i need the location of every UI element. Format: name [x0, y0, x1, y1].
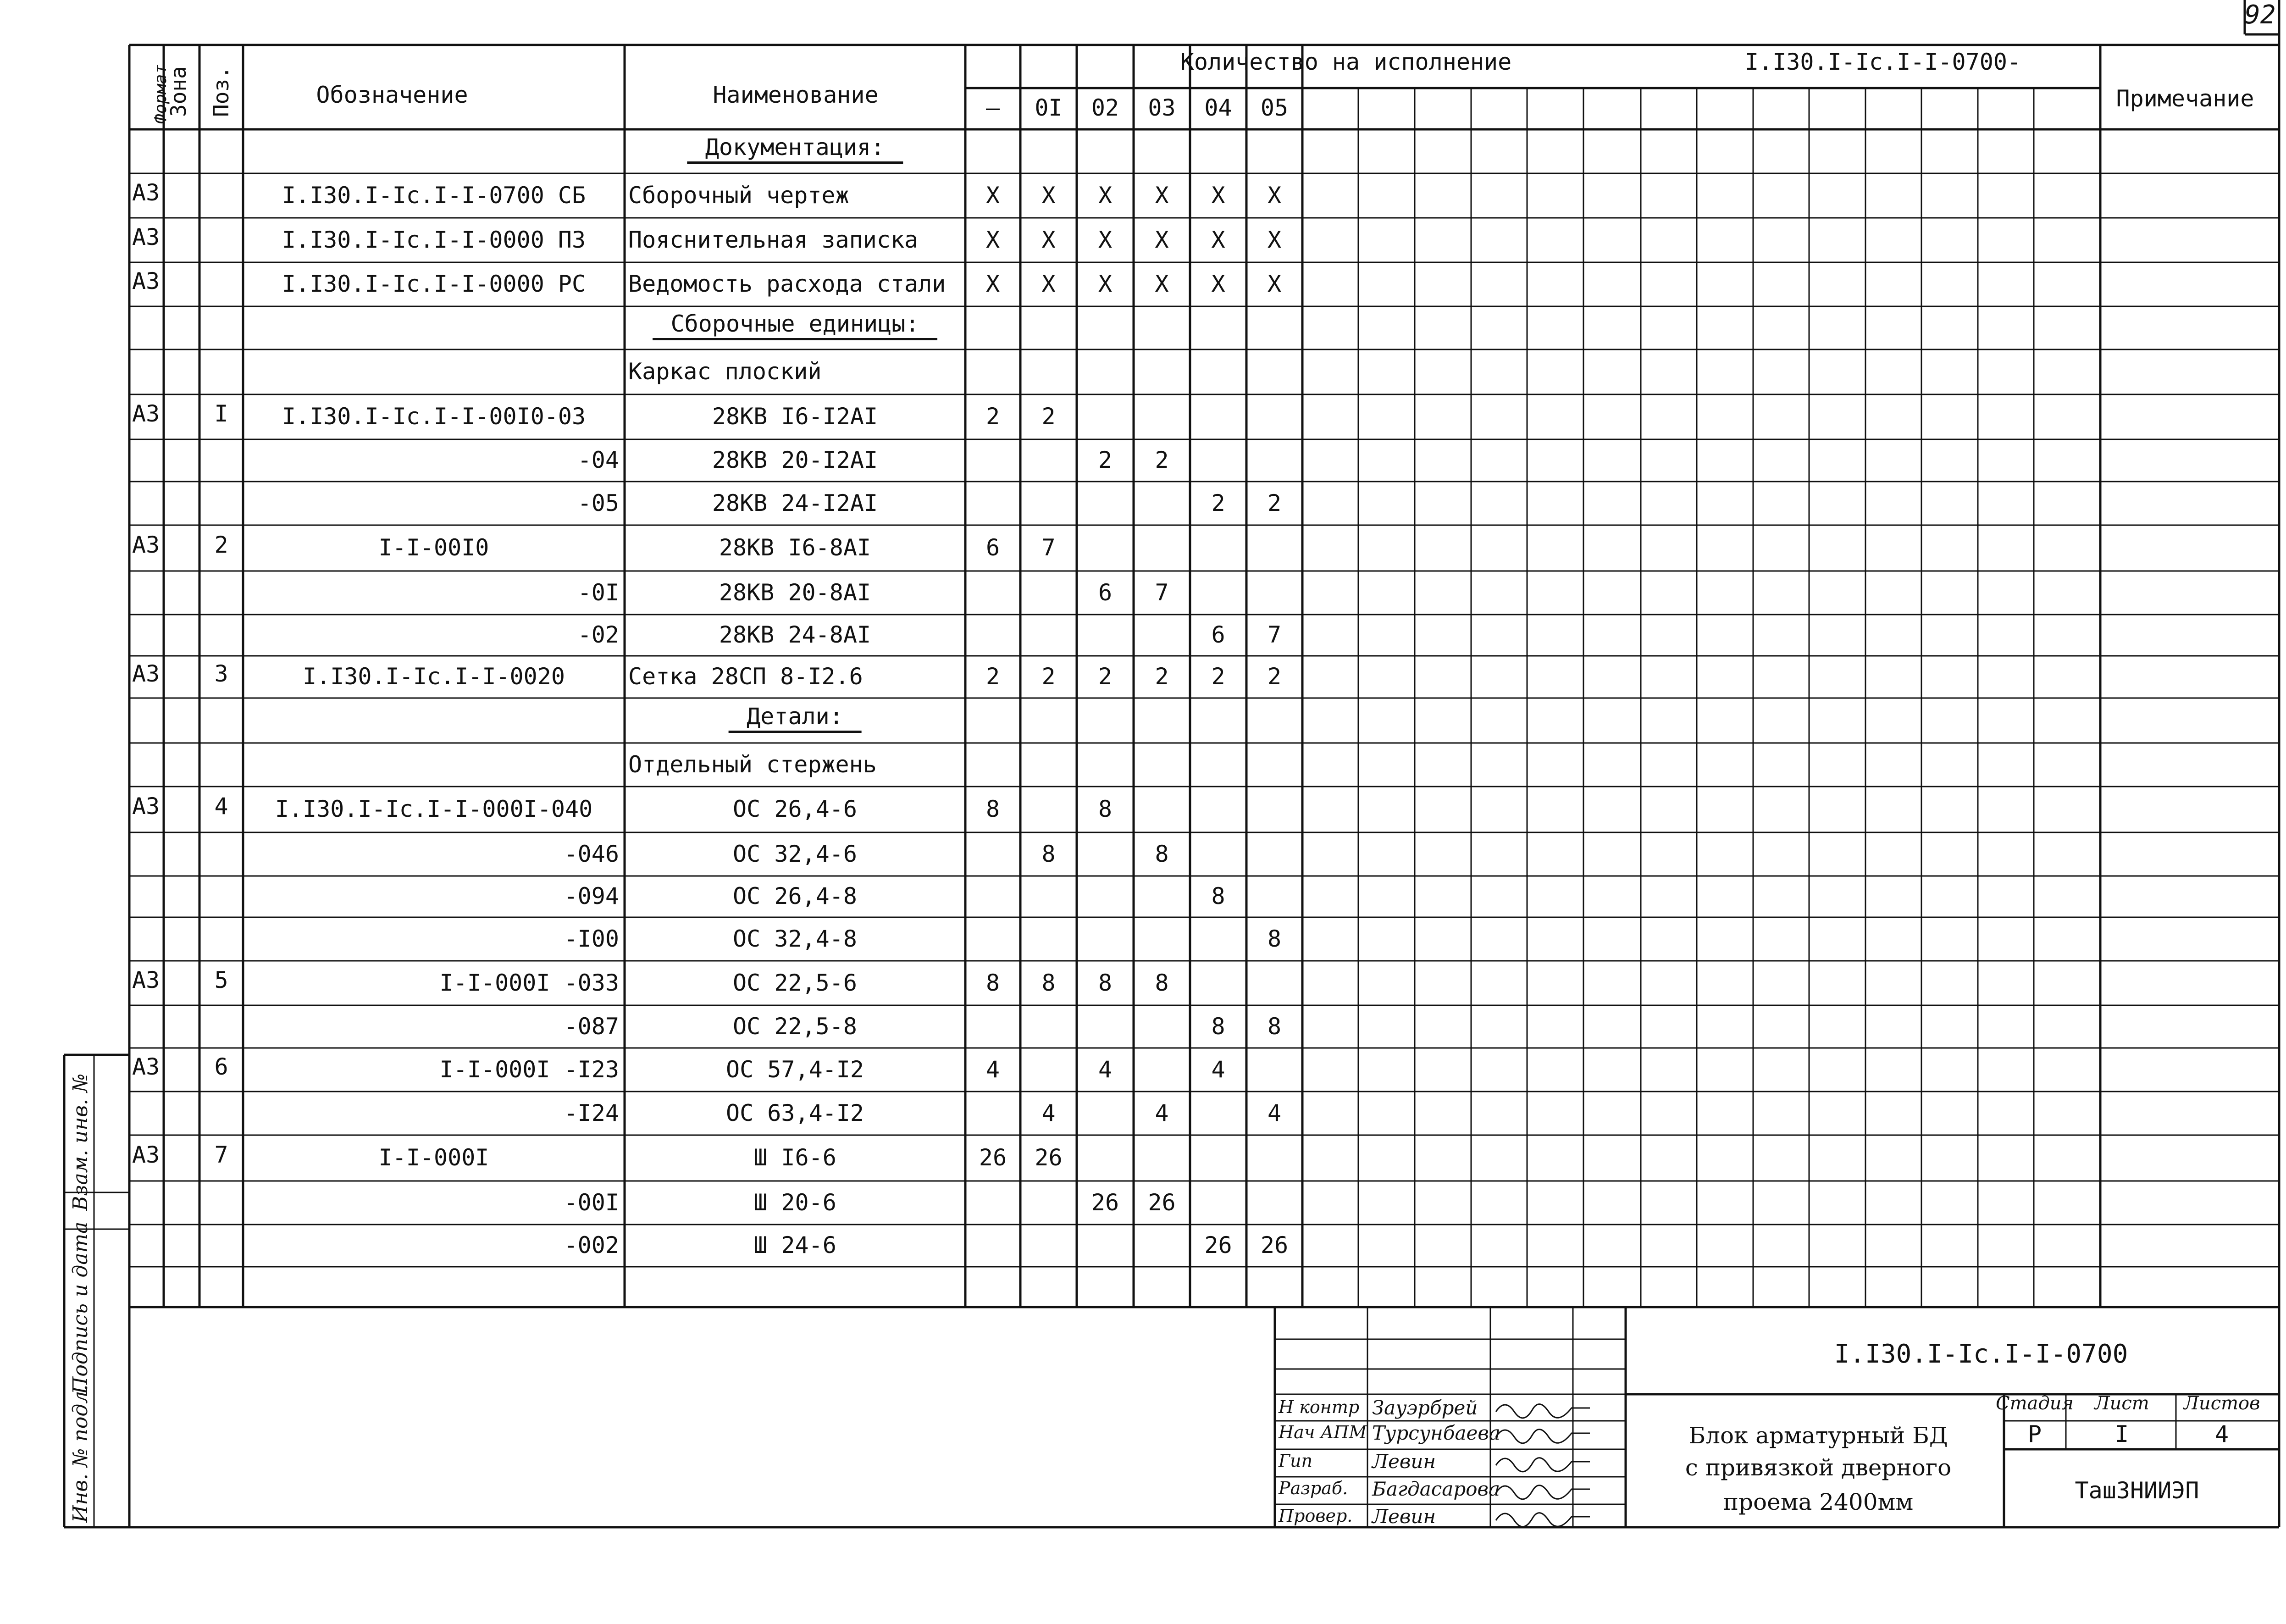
row-quantity: Х: [1155, 271, 1169, 297]
row-quantity: 2: [1155, 447, 1169, 473]
row-designation: I.I30.I-Ic.I-I-0020: [303, 663, 565, 690]
row-designation: -04: [577, 447, 619, 473]
header-name: Наименование: [713, 82, 879, 108]
row-designation: -I00: [564, 925, 619, 952]
row-name: ОС 57,4-I2: [725, 1056, 864, 1083]
variant-header-0: –: [985, 94, 1000, 121]
row-quantity: 26: [1091, 1189, 1119, 1216]
row-name: Пояснительная записка: [628, 226, 919, 253]
sheet-value: I: [2114, 1421, 2129, 1447]
row-designation: -02: [577, 621, 619, 648]
stage-label: Стадия: [1996, 1393, 2074, 1414]
section-heading: Документация:: [687, 136, 903, 164]
row-designation: I.I30.I-Ic.I-I-0700 СБ: [282, 182, 586, 209]
row-quantity: 2: [1098, 663, 1113, 690]
row-quantity: Х: [985, 271, 1000, 297]
variant-header-3: 03: [1148, 94, 1176, 121]
row-quantity: 2: [985, 403, 1000, 430]
row-designation: I-I-000I: [378, 1144, 489, 1171]
row-quantity: 2: [1211, 489, 1225, 516]
row-quantity: Х: [1155, 226, 1169, 253]
header-pos: Поз.: [209, 66, 233, 117]
stamp-inv-podl: Инв. № подл.: [69, 1384, 92, 1523]
signer-name: Левин: [1372, 1450, 1436, 1473]
row-quantity: 8: [1155, 969, 1169, 996]
row-quantity: Х: [985, 182, 1000, 209]
row-quantity: 7: [1041, 534, 1056, 561]
section-heading: Сборочные единицы:: [653, 312, 938, 340]
signer-role: Н контр: [1279, 1397, 1360, 1417]
row-name: ОС 63,4-I2: [725, 1099, 864, 1126]
row-quantity: Х: [985, 226, 1000, 253]
row-designation: -046: [564, 840, 619, 867]
row-name: 28КВ 24-I2AI: [712, 489, 878, 516]
row-quantity: 8: [1267, 925, 1282, 952]
row-quantity: Х: [1041, 226, 1056, 253]
row-quantity: 4: [1267, 1099, 1282, 1126]
row-quantity: 26: [979, 1144, 1007, 1171]
row-position: I: [214, 400, 228, 427]
row-quantity: 8: [1041, 969, 1056, 996]
row-name: ОС 22,5-6: [733, 969, 857, 996]
header-note: Примечание: [2116, 85, 2254, 112]
row-position: 7: [214, 1142, 228, 1168]
row-position: 3: [214, 660, 228, 687]
row-name: ОС 32,4-8: [733, 925, 857, 952]
row-designation: I.I30.I-Ic.I-I-00I0-03: [282, 403, 586, 430]
sheets-label: Листов: [2183, 1393, 2260, 1414]
stamp-podpis: Подпись и дата: [69, 1221, 92, 1394]
sheets-value: 4: [2214, 1421, 2229, 1447]
row-designation: I.I30.I-Ic.I-I-000I-040: [275, 796, 593, 822]
row-quantity: 8: [1041, 840, 1056, 867]
sheet-label: Лист: [2094, 1393, 2149, 1414]
page-number: 92: [2245, 0, 2276, 30]
row-designation: I-I-000I -I23: [439, 1056, 619, 1083]
row-name: Каркас плоский: [628, 358, 822, 385]
row-format: А3: [132, 660, 160, 687]
row-position: 2: [214, 532, 228, 558]
row-designation: -002: [564, 1232, 619, 1258]
row-quantity: 4: [1155, 1099, 1169, 1126]
row-name: ОС 26,4-8: [733, 883, 857, 909]
signature: [1496, 1458, 1590, 1472]
signer-role: Разраб.: [1279, 1478, 1348, 1498]
signer-name: Турсунбаева: [1372, 1422, 1500, 1444]
row-designation: -05: [577, 489, 619, 516]
row-name: 28КВ I6-8AI: [719, 534, 871, 561]
row-quantity: 8: [1211, 883, 1225, 909]
row-name: Сборочный чертеж: [628, 182, 849, 209]
row-format: А3: [132, 400, 160, 427]
row-quantity: 26: [1260, 1232, 1289, 1258]
row-quantity: 4: [985, 1056, 1000, 1083]
row-format: А3: [132, 223, 160, 250]
row-name: ОС 22,5-8: [733, 1013, 857, 1040]
row-designation: I.I30.I-Ic.I-I-0000 ПЗ: [282, 226, 586, 253]
row-designation: -0I: [577, 579, 619, 606]
row-quantity: 2: [1267, 663, 1282, 690]
row-quantity: 2: [1041, 403, 1056, 430]
row-quantity: 6: [1098, 579, 1113, 606]
row-quantity: 26: [1035, 1144, 1063, 1171]
row-quantity: 2: [1155, 663, 1169, 690]
row-name: 28КВ 20-I2AI: [712, 447, 878, 473]
row-quantity: Х: [1041, 182, 1056, 209]
row-quantity: Х: [1098, 271, 1113, 297]
row-format: А3: [132, 268, 160, 294]
row-name: ОС 26,4-6: [733, 796, 857, 822]
row-format: А3: [132, 966, 160, 993]
signer-role: Нач АПМ: [1279, 1422, 1367, 1442]
row-name: Сетка 28СП 8-I2.6: [628, 663, 863, 690]
row-quantity: 8: [1267, 1013, 1282, 1040]
variant-header-5: 05: [1260, 94, 1289, 121]
row-quantity: Х: [1211, 271, 1225, 297]
row-format: А3: [132, 1142, 160, 1168]
row-designation: I-I-00I0: [378, 534, 489, 561]
signer-name: Левин: [1372, 1505, 1436, 1528]
header-designation: Обозначение: [316, 82, 468, 108]
header-format: Формат: [151, 64, 170, 124]
title-code: I.I30.I-Ic.I-I-0700: [1834, 1339, 2128, 1369]
row-name: 28КВ I6-I2AI: [712, 403, 878, 430]
row-designation: -00I: [564, 1189, 619, 1216]
row-position: 5: [214, 966, 228, 993]
row-quantity: 4: [1041, 1099, 1056, 1126]
row-designation: -087: [564, 1013, 619, 1040]
variant-header-1: 0I: [1035, 94, 1063, 121]
row-quantity: 4: [1211, 1056, 1225, 1083]
row-quantity: 8: [1211, 1013, 1225, 1040]
row-quantity: Х: [1267, 182, 1282, 209]
row-quantity: 4: [1098, 1056, 1113, 1083]
row-name: Ведомость расхода стали: [628, 271, 946, 297]
row-designation: I-I-000I -033: [439, 969, 619, 996]
row-quantity: 6: [1211, 621, 1225, 648]
header-zone: Зона: [166, 66, 191, 117]
row-quantity: 26: [1204, 1232, 1232, 1258]
title-line-1: Блок арматурный БД: [1688, 1422, 1948, 1449]
row-quantity: 2: [985, 663, 1000, 690]
row-name: Отдельный стержень: [628, 751, 877, 778]
row-quantity: 2: [1041, 663, 1056, 690]
row-format: А3: [132, 179, 160, 206]
row-quantity: Х: [1098, 182, 1113, 209]
row-position: 6: [214, 1053, 228, 1080]
signer-name: Зауэрбрей: [1372, 1397, 1478, 1419]
row-name: 28КВ 24-8AI: [719, 621, 871, 648]
row-designation: -094: [564, 883, 619, 909]
stage-value: Р: [2027, 1421, 2042, 1447]
signer-role: Гип: [1279, 1451, 1313, 1471]
stamp-vzam: Взам. инв. №: [69, 1073, 92, 1211]
variant-header-4: 04: [1204, 94, 1232, 121]
row-quantity: 8: [1098, 796, 1113, 822]
row-quantity: 6: [985, 534, 1000, 561]
signature: [1496, 1430, 1590, 1443]
row-name: ОС 32,4-6: [733, 840, 857, 867]
row-quantity: 2: [1211, 663, 1225, 690]
row-position: 4: [214, 793, 228, 820]
row-quantity: Х: [1211, 182, 1225, 209]
signer-role: Провер.: [1279, 1506, 1353, 1526]
row-quantity: 8: [985, 796, 1000, 822]
title-line-3: проема 2400мм: [1723, 1489, 1914, 1515]
row-designation: I.I30.I-Ic.I-I-0000 РС: [282, 271, 586, 297]
row-quantity: 26: [1148, 1189, 1176, 1216]
row-quantity: Х: [1211, 226, 1225, 253]
row-name: Ш I6-6: [753, 1144, 836, 1171]
row-quantity: 8: [985, 969, 1000, 996]
row-quantity: 7: [1155, 579, 1169, 606]
row-quantity: Х: [1098, 226, 1113, 253]
header-quantity-title: Количество на исполнение: [1180, 49, 1512, 75]
title-line-2: с привязкой дверного: [1685, 1454, 1952, 1481]
header-base-code: I.I30.I-Ic.I-I-0700-: [1745, 49, 2021, 75]
variant-header-2: 02: [1091, 94, 1119, 121]
signature: [1496, 1513, 1590, 1527]
section-heading: Детали:: [728, 705, 862, 733]
row-name: 28КВ 20-8AI: [719, 579, 871, 606]
row-format: А3: [132, 793, 160, 820]
row-quantity: Х: [1041, 271, 1056, 297]
row-quantity: 2: [1267, 489, 1282, 516]
row-quantity: Х: [1155, 182, 1169, 209]
row-name: Ш 24-6: [753, 1232, 836, 1258]
signer-name: Багдасарова: [1372, 1478, 1500, 1500]
row-name: Ш 20-6: [753, 1189, 836, 1216]
row-quantity: Х: [1267, 271, 1282, 297]
signature: [1496, 1404, 1590, 1418]
organization: ТашЗНИИЭП: [2075, 1477, 2199, 1504]
row-quantity: 8: [1098, 969, 1113, 996]
row-format: А3: [132, 1053, 160, 1080]
row-quantity: 8: [1155, 840, 1169, 867]
row-quantity: 7: [1267, 621, 1282, 648]
row-designation: -I24: [564, 1099, 619, 1126]
row-format: А3: [132, 532, 160, 558]
signature: [1496, 1485, 1590, 1499]
row-quantity: Х: [1267, 226, 1282, 253]
row-quantity: 2: [1098, 447, 1113, 473]
